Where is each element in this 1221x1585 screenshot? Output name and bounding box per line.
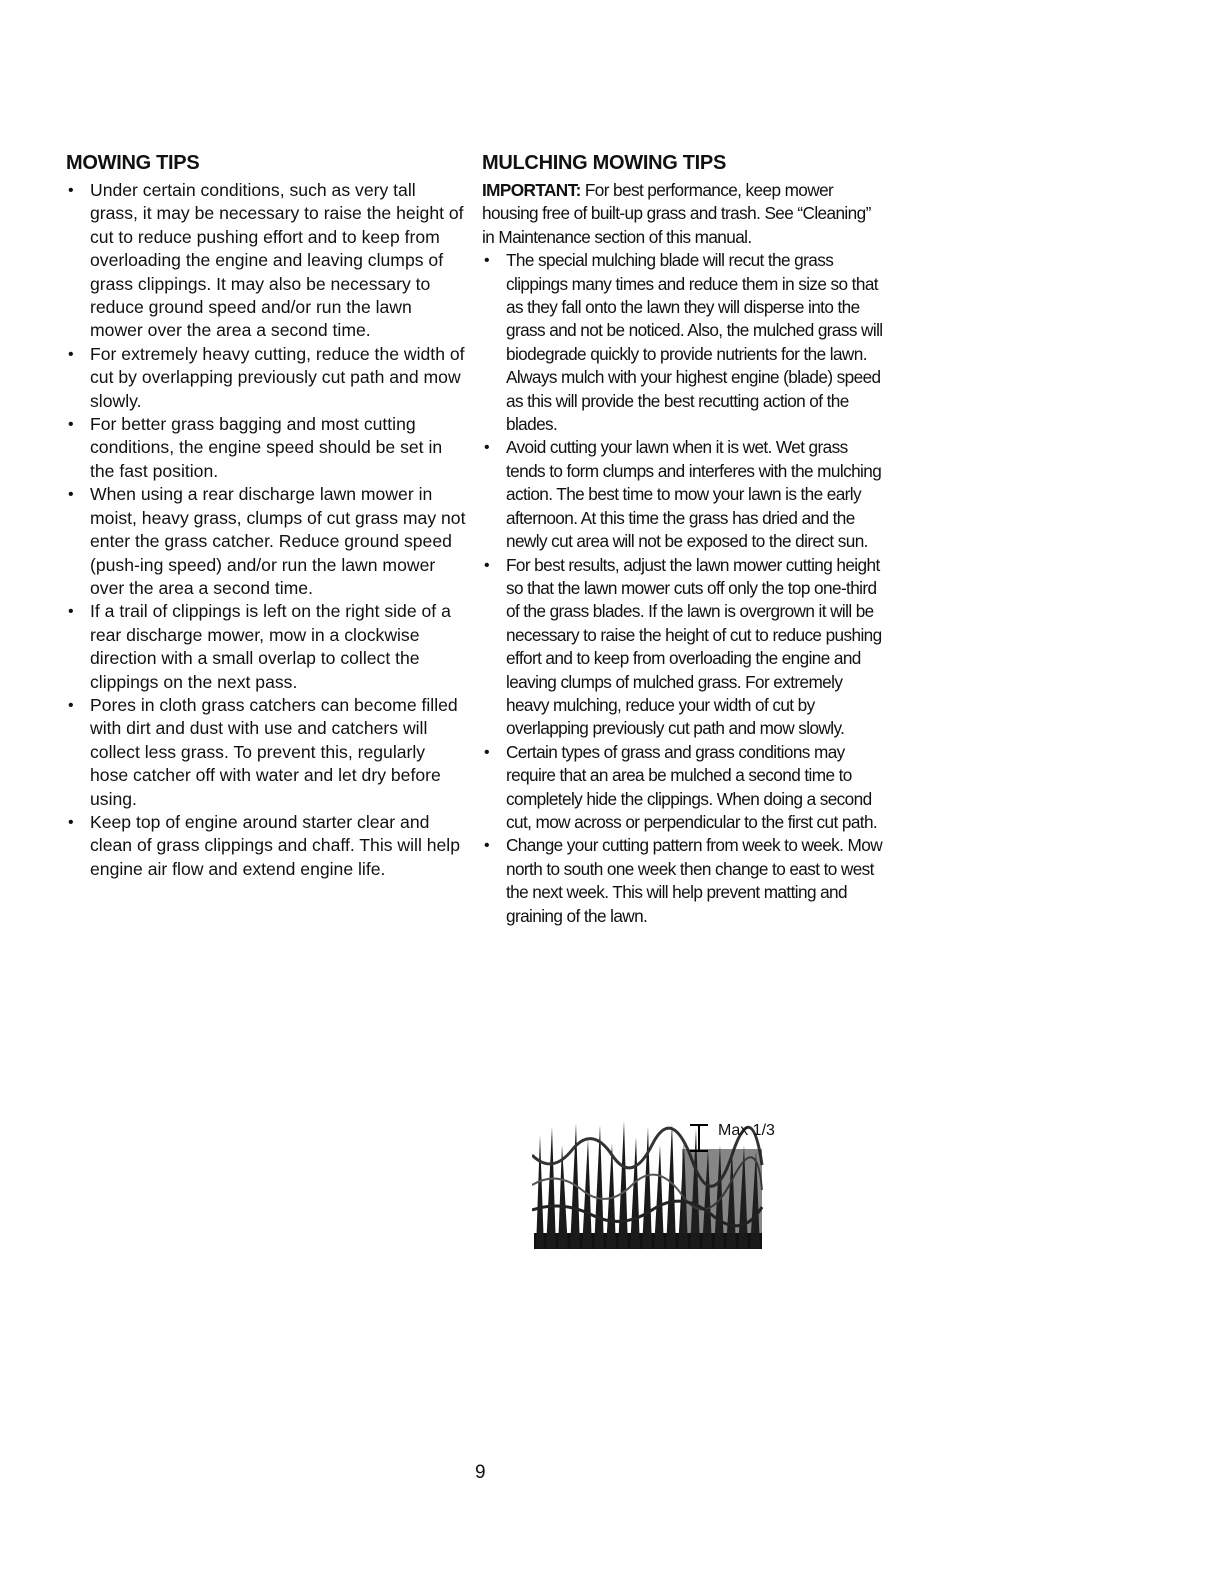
list-item: • If a trail of clippings is left on the right side of a rear discharge mower, mow in a clockwise direction with a small overlap to collect the clippings on the next pass. — [66, 600, 466, 694]
important-note — [482, 179, 887, 249]
list-item: • Change your cutting pattern from week to week. Mow north to south one week then change to east to west the next week. This will help prevent matting and graining of the lawn. — [482, 834, 887, 928]
list-item: • When using a rear discharge lawn mower in moist, heavy grass, clumps of cut grass may not enter the grass catcher. Reduce ground speed (push-ing speed) and/or run the lawn mower over the area a second time. — [66, 483, 466, 600]
grass-blades — [532, 1121, 762, 1249]
list-item: • Certain types of grass and grass conditions may require that an area be mulched a second time to completely hide the clippings. When doing a second cut, mow across or perpendicular to the first cut path. — [482, 741, 887, 835]
list-item: • Keep top of engine around starter clear and clean of grass clippings and chaff. This will help engine air flow and extend engine life. — [66, 811, 466, 881]
important-text: For best performance, keep mower housing free of built-up grass and trash. See “Cleaning” in Maintenance section of this manual. — [482, 180, 871, 247]
grass-height-figure — [532, 1115, 832, 1255]
list-item: • Avoid cutting your lawn when it is wet. Wet grass tends to form clumps and interferes with the mulching action. The best time to mow your lawn is the early afternoon. At this time the grass has dried and the newly cut area will not be exposed to the direct sun. — [482, 436, 887, 553]
list-item: • Pores in cloth grass catchers can become filled with dirt and dust with use and catchers will collect less grass. To prevent this, regularly hose catcher off with water and let dry before using. — [66, 694, 466, 811]
mowing-tips-list — [66, 179, 466, 881]
list-item: • For extremely heavy cutting, reduce the width of cut by overlapping previously cut path and mow slowly. — [66, 343, 466, 413]
list-item: • Under certain conditions, such as very tall grass, it may be necessary to raise the height of cut to reduce pushing effort and to keep from overloading the engine and leaving clumps of grass clippings. It may also be necessary to reduce ground speed and/or run the lawn mower over the area a second time. — [66, 179, 466, 343]
list-item: • For best results, adjust the lawn mower cutting height so that the lawn mower cuts off only the top one-third of the grass blades. If the lawn is overgrown it will be necessary to raise the height of cut to reduce pushing effort and to keep from overloading the engine and leaving clumps of mulched grass. For extremely heavy mulching, reduce your width of cut by overlapping previously cut path and mow slowly. — [482, 554, 887, 741]
mulching-tips-heading: MULCHING MOWING TIPS — [482, 152, 726, 174]
max-cut-marker — [690, 1125, 708, 1151]
mulching-tips-list — [482, 249, 887, 928]
list-item: • The special mulching blade will recut the grass clippings many times and reduce them in size so that as they fall onto the lawn they will disperse into the grass and not be noticed. Also, the mulched grass will biodegrade quickly to provide nutrients for the lawn. Always mulch with your highest engine (blade) speed as this will provide the best recutting action of the blades. — [482, 249, 887, 436]
list-item: • For better grass bagging and most cutting conditions, the engine speed should be set in the fast position. — [66, 413, 466, 483]
mulching-tips-section — [482, 152, 887, 928]
important-label: IMPORTANT: — [482, 180, 581, 200]
max-label: Max 1/3 — [718, 1122, 775, 1139]
grass-illustration — [532, 1115, 832, 1255]
mowing-tips-section — [66, 152, 466, 881]
mowing-tips-heading: MOWING TIPS — [66, 152, 200, 174]
page-number: 9 — [475, 1462, 486, 1483]
